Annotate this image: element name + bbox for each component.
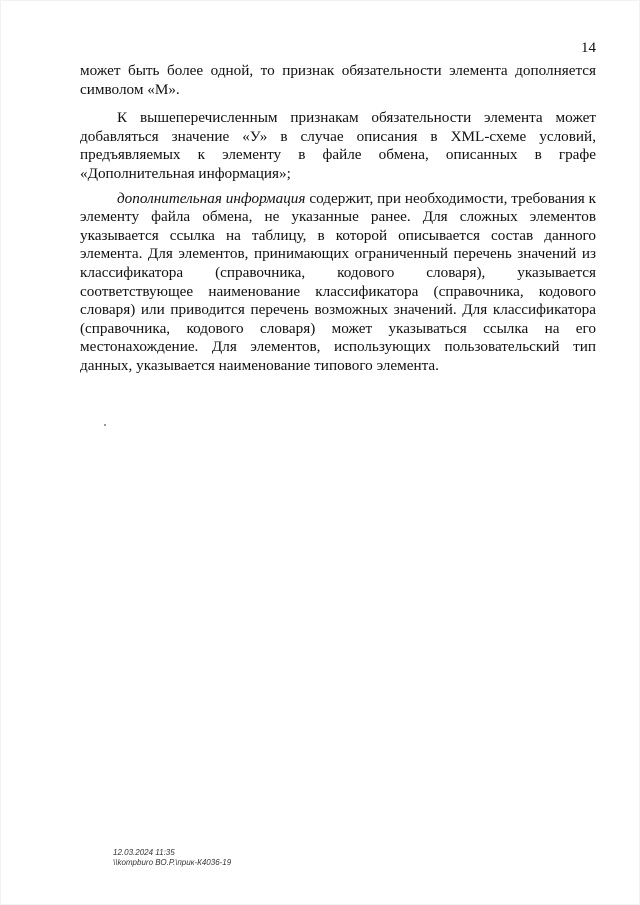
paragraph-u-value: К вышеперечисленным признакам обязательности элемента может добавляться значение «У» в случае описания в XML-схеме условий, предъявляемых к элементу в файле обмена, описанных в графе «Дополнительная информация»; [80,109,596,182]
document-body [80,62,596,376]
footer-stamp [113,848,231,868]
paragraph-continuation: может быть более одной, то признак обязательности элемента дополняется символом «М». [80,62,596,98]
scan-speck [104,424,106,426]
paragraph-additional-info [80,190,596,376]
paragraph-additional-info-text: содержит, при необходимости, требования к элементу файла обмена, не указанные ранее. Для сложных элементов указывается ссылка на таблицу, в которой описывается состав данного элемента. Для элементов, принимающих ограниченный перечень значений из классификатора (справочника, кодового словаря), указывается соответствующее наименование классификатора (справочника, кодового словаря) или приводится перечень возможных значений. Для классификатора (справочника, кодового словаря) может указываться ссылка на его местонахождение. Для элементов, использующих пользовательский тип данных, указывается наименование типового элемента. [80,189,596,374]
term-additional-info: дополнительная информация [117,189,306,207]
page-number: 14 [581,40,596,56]
footer-date: 12.03.2024 11:35 [113,848,175,857]
footer-path: \\kompburo ВО.Р.\прик-К4036-19 [113,858,232,867]
